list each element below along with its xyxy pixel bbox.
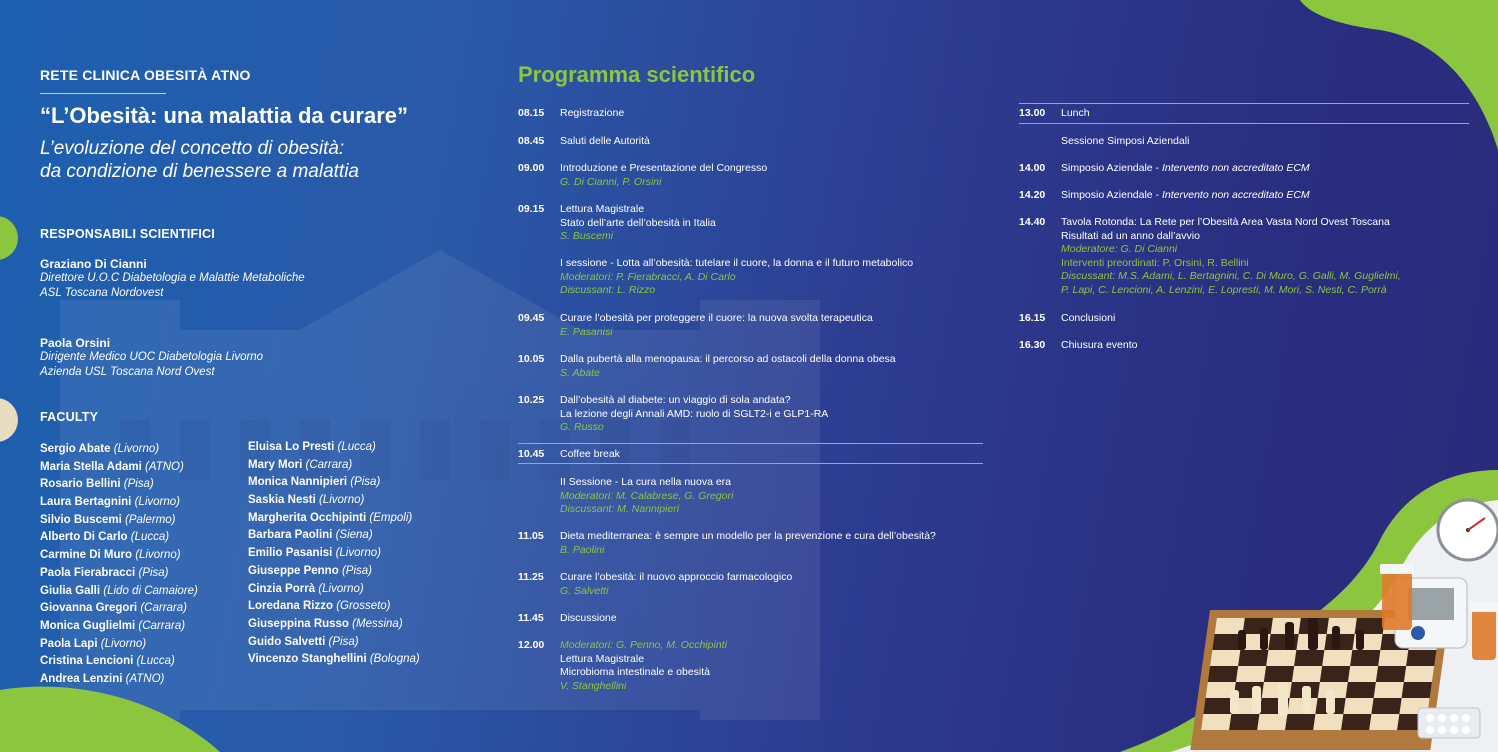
health-illustration — [1190, 490, 1498, 752]
event-subtitle — [40, 137, 460, 183]
session-content — [560, 612, 617, 626]
session-content — [1061, 312, 1115, 326]
faculty-member: Silvio Buscemi (Palermo) — [40, 513, 176, 526]
session-text: Chiusura evento — [1061, 339, 1138, 351]
session-time: 10.25 — [518, 394, 545, 406]
faculty-heading: FACULTY — [40, 410, 99, 424]
session-content — [560, 162, 767, 189]
session-speakers: P. Lapi, C. Lencioni, A. Lenzini, E. Lopresti, M. Mori, S. Nesti, C. Porrà — [1061, 283, 1387, 296]
session-content — [560, 394, 828, 435]
coffee-break-divider-bottom — [518, 463, 983, 464]
faculty-member: Sergio Abate (Livorno) — [40, 443, 160, 455]
faculty-member: Mary Mori (Carrara) — [248, 458, 353, 471]
session-text: Dieta mediterranea: è sempre un modello per la prevenzione e cura dell’obesità? — [560, 530, 936, 542]
faculty-column-2 — [248, 439, 420, 669]
session-text: Lettura Magistrale — [560, 203, 645, 215]
faculty-column-1 — [40, 441, 198, 689]
session-text: Registrazione — [560, 107, 625, 119]
session-speakers: Moderatori: M. Calabrese, G. Gregori — [560, 489, 734, 502]
session-time: 08.15 — [518, 107, 545, 119]
session-text: Risultati ad un anno dall’avvio — [1061, 229, 1200, 242]
session-speakers: Discussant: M.S. Adami, L. Bertagnini, C. Di Muro, G. Galli, M. Guglielmi, — [1061, 270, 1401, 283]
session-content — [560, 571, 792, 598]
faculty-member: Giovanna Gregori (Carrara) — [40, 602, 187, 615]
faculty-member: Giuseppina Russo (Messina) — [248, 617, 403, 630]
session-content — [560, 476, 733, 517]
faculty-member: Laura Bertagnini (Livorno) — [40, 496, 180, 509]
session-content — [560, 448, 620, 462]
session-speakers: V. Stanghellini — [560, 679, 627, 692]
session-time: 14.00 — [1019, 162, 1046, 174]
session-text: Simposio Aziendale - Intervento non accreditato ECM — [1061, 162, 1310, 174]
session-time: 14.40 — [1019, 216, 1046, 228]
session-time: 09.15 — [518, 203, 545, 215]
session-text: Dall’obesità al diabete: un viaggio di sola andata? — [560, 394, 791, 406]
session-time: 12.00 — [518, 639, 545, 651]
session-text: Curare l’obesità: il nuovo approccio farmacologico — [560, 571, 793, 583]
session-text: II Sessione - La cura nella nuova era — [560, 476, 732, 488]
session-text: Dalla pubertà alla menopausa: il percorso ad ostacoli della donna obesa — [560, 353, 896, 365]
session-speakers: S. Abate — [560, 366, 600, 379]
responsabili-heading: RESPONSABILI SCIENTIFICI — [40, 227, 215, 241]
session-content — [560, 312, 873, 339]
person-affiliation: Azienda USL Toscana Nord Ovest — [40, 366, 215, 378]
session-content — [1061, 135, 1189, 149]
session-text: Microbioma intestinale e obesità — [560, 666, 710, 679]
session-time: 16.15 — [1019, 312, 1046, 324]
session-text: La lezione degli Annali AMD: ruolo di SGLT2-i e GLP1-RA — [560, 407, 829, 420]
session-time: 10.45 — [518, 448, 545, 460]
person-affiliation: ASL Toscana Nordovest — [40, 287, 164, 299]
session-text: Stato dell’arte dell’obesità in Italia — [560, 216, 716, 229]
faculty-member: Eluisa Lo Presti (Lucca) — [248, 441, 376, 453]
session-content — [560, 639, 727, 693]
faculty-member: Vincenzo Stanghellini (Bologna) — [248, 653, 420, 666]
faculty-member: Cinzia Porrà (Livorno) — [248, 582, 364, 595]
session-content — [560, 257, 913, 298]
session-time: 16.30 — [1019, 339, 1046, 351]
faculty-member: Andrea Lenzini (ATNO) — [40, 672, 165, 685]
faculty-member: Monica Nannipieri (Pisa) — [248, 476, 381, 489]
session-text: Introduzione e Presentazione del Congresso — [560, 162, 768, 174]
session-speakers: G. Di Cianni, P. Orsini — [560, 175, 662, 188]
session-speakers: E. Pasanisi — [560, 325, 613, 338]
session-text: Sessione Simposi Aziendali — [1061, 135, 1190, 147]
session-content — [560, 353, 896, 380]
session-speakers: S. Buscemi — [560, 230, 614, 243]
lunch-divider-bottom — [1019, 123, 1469, 124]
session-text: Coffee break — [560, 448, 620, 460]
faculty-member: Margherita Occhipinti (Empoli) — [248, 511, 413, 524]
session-content — [1061, 216, 1401, 298]
faculty-member: Monica Guglielmi (Carrara) — [40, 619, 186, 632]
person-name: Graziano Di Cianni — [40, 257, 147, 271]
faculty-member: Guido Salvetti (Pisa) — [248, 635, 359, 648]
faculty-member: Paola Lapi (Livorno) — [40, 637, 147, 650]
org-divider — [40, 93, 166, 94]
faculty-member: Maria Stella Adami (ATNO) — [40, 460, 184, 473]
faculty-member: Loredana Rizzo (Grosseto) — [248, 600, 391, 613]
faculty-member: Giuseppe Penno (Pisa) — [248, 564, 372, 577]
session-time: 13.00 — [1019, 107, 1046, 119]
faculty-member: Cristina Lencioni (Lucca) — [40, 655, 175, 668]
faculty-member: Alberto Di Carlo (Lucca) — [40, 531, 170, 544]
session-content — [560, 530, 936, 557]
faculty-member: Paola Fierabracci (Pisa) — [40, 566, 169, 579]
faculty-member: Barbara Paolini (Siena) — [248, 529, 373, 542]
session-text: Lettura Magistrale — [560, 652, 645, 665]
person-role: Dirigente Medico UOC Diabetologia Livorno — [40, 351, 264, 363]
faculty-member: Rosario Bellini (Pisa) — [40, 478, 154, 491]
session-speakers: G. Russo — [560, 421, 604, 434]
session-content — [1061, 189, 1310, 203]
session-content — [560, 135, 650, 149]
session-speakers: Discussant: M. Nannipieri — [560, 503, 680, 516]
faculty-member: Emilio Pasanisi (Livorno) — [248, 547, 381, 560]
person-name: Paola Orsini — [40, 336, 111, 350]
coffee-break-divider-top — [518, 443, 983, 444]
session-time: 14.20 — [1019, 189, 1046, 201]
session-time: 09.00 — [518, 162, 545, 174]
session-time: 08.45 — [518, 135, 545, 147]
session-content — [1061, 107, 1090, 121]
subtitle-line-2: da condizione di benessere a malattia — [40, 161, 359, 182]
session-text: Conclusioni — [1061, 312, 1116, 324]
faculty-member: Carmine Di Muro (Livorno) — [40, 549, 181, 562]
session-text: I sessione - Lotta all’obesità: tutelare il cuore, la donna e il futuro metabolico — [560, 257, 914, 269]
responsabile-2 — [40, 336, 263, 380]
session-text: Curare l’obesità per proteggere il cuore: la nuova svolta terapeutica — [560, 312, 873, 324]
lunch-divider-top — [1019, 103, 1469, 104]
subtitle-line-1: L’evoluzione del concetto di obesità: — [40, 138, 345, 159]
programme-title: Programma scientifico — [518, 62, 756, 87]
session-speakers: Moderatore: G. Di Cianni — [1061, 243, 1178, 256]
session-text: Discussione — [560, 612, 617, 624]
session-time: 11.25 — [518, 571, 544, 583]
session-content — [560, 107, 624, 121]
session-text: Lunch — [1061, 107, 1090, 119]
session-text: Simposio Aziendale - Intervento non accreditato ECM — [1061, 189, 1310, 201]
session-content — [1061, 162, 1310, 176]
session-time: 11.45 — [518, 612, 544, 624]
session-speakers: Moderatori: G. Penno, M. Occhipinti — [560, 639, 727, 651]
person-role: Direttore U.O.C Diabetologia e Malattie Metaboliche — [40, 272, 305, 284]
session-speakers: Moderatori: P. Fierabracci, A. Di Carlo — [560, 270, 736, 283]
session-time: 11.05 — [518, 530, 544, 542]
session-content — [1061, 339, 1137, 353]
faculty-member: Saskia Nesti (Livorno) — [248, 494, 365, 507]
session-speakers: Interventi preordinati: P. Orsini, R. Bellini — [1061, 256, 1249, 269]
organization-name: RETE CLINICA OBESITÀ ATNO — [40, 67, 251, 83]
session-text: Tavola Rotonda: La Rete per l’Obesità Area Vasta Nord Ovest Toscana — [1061, 216, 1390, 228]
session-speakers: B. Paolini — [560, 543, 605, 556]
session-speakers: G. Salvetti — [560, 584, 609, 597]
session-text: Saluti delle Autorità — [560, 135, 650, 147]
faculty-member: Giulia Galli (Lido di Camaiore) — [40, 584, 198, 597]
session-content — [560, 203, 716, 244]
session-time: 09.45 — [518, 312, 545, 324]
session-speakers: Discussant: L. Rizzo — [560, 284, 656, 297]
session-time: 10.05 — [518, 353, 545, 365]
event-title: “L’Obesità: una malattia da curare” — [40, 103, 409, 128]
responsabile-1 — [40, 257, 305, 301]
